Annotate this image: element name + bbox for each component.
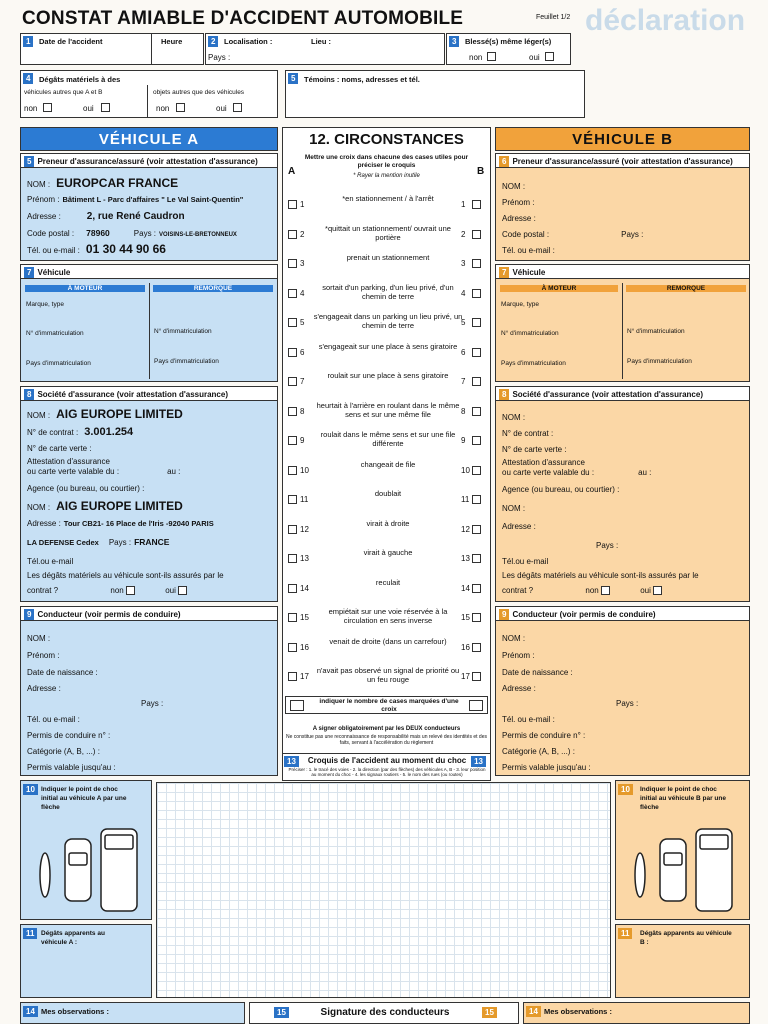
circ-a-checkbox[interactable] xyxy=(288,436,297,445)
circ-item xyxy=(283,517,490,547)
blesses-label: Blessé(s) même léger(s) xyxy=(465,37,552,46)
circ-b-checkbox[interactable] xyxy=(472,613,481,622)
circ-nombre-row: indiquer le nombre de cases marquées d'une croix xyxy=(285,696,488,714)
localisation-label: Localisation : xyxy=(224,37,273,46)
circ-text: empiétait sur une voie réservée à la circulation en sens inverse xyxy=(328,607,448,626)
circ-b-number: 17 xyxy=(461,672,470,682)
circ-b-checkbox[interactable] xyxy=(472,230,481,239)
vehicule-a-nom: EUROPCAR FRANCE xyxy=(56,176,179,190)
circ-item xyxy=(283,458,490,488)
circ-item xyxy=(283,369,490,399)
vehicule-b-choc[interactable]: 10 Indiquer le point de choc initial au véhicule B par une flèche xyxy=(615,780,750,920)
circ-text: *en stationnement / à l'arrêt xyxy=(342,194,434,203)
circ-text: *quittait un stationnement/ ouvrait une portière xyxy=(325,223,451,242)
circ-a-number: 14 xyxy=(300,583,309,593)
degats-box: 4 Dégâts matériels à des véhicules autres que A et B objets autres que des véhicules non oui non oui xyxy=(20,70,278,118)
circ-b-number: 9 xyxy=(461,436,466,446)
feuillet-label: Feuillet 1/2 xyxy=(536,14,571,21)
circ-item xyxy=(283,192,490,222)
vehicule-a-choc[interactable]: 10 Indiquer le point de choc initial au véhicule A par une flèche xyxy=(20,780,152,920)
circ-b-number: 11 xyxy=(461,495,470,505)
croquis-header: 13 13 Croquis de l'accident au moment du choc Préciser : 1. le tracé des voies - 2. la direction (par des flèches) des véhicules A, B - 3. leur position au moment du choc - 4. les signaux routiers - 5. le nom des rues (ou routes) xyxy=(282,753,491,781)
vehicule-a-preneur[interactable]: 5 Preneur d'assurance/assuré (voir attestation d'assurance) NOM : EUROPCAR FRANCE Prénom : Bâtiment L - Parc d'affaires " Le Val Saint-Quentin" Adresse : 2, rue René Caudron Code postal : 78960 Pays : VOISINS-LE-BRETONNEUX Tél. ou e-mail : 01 30 44 90 66 xyxy=(20,153,278,261)
circ-text: changeait de file xyxy=(360,459,416,469)
vehicule-a-tel: 01 30 44 90 66 xyxy=(85,242,166,256)
circ-a-checkbox[interactable] xyxy=(288,259,297,268)
circ-nombre-a-box[interactable] xyxy=(290,700,304,711)
circ-a-checkbox[interactable] xyxy=(288,613,297,622)
vehicule-a-pays: VOISINS-LE-BRETONNEUX xyxy=(159,232,237,238)
circ-a-checkbox[interactable] xyxy=(288,348,297,357)
temoins-label: Témoins : noms, adresses et tél. xyxy=(304,75,420,84)
vehicule-a-degats[interactable]: 11 Dégâts apparents au véhicule A : xyxy=(20,924,152,998)
form-title: CONSTAT AMIABLE D'ACCIDENT AUTOMOBILE xyxy=(22,8,464,29)
circ-b-number: 12 xyxy=(461,524,470,534)
vehicule-a-assure-oui-checkbox[interactable] xyxy=(178,586,187,595)
circ-col-b: B xyxy=(477,166,485,177)
vehicule-a-adresse: 2, rue René Caudron xyxy=(86,211,185,222)
circ-a-checkbox[interactable] xyxy=(288,525,297,534)
circ-a-checkbox[interactable] xyxy=(288,200,297,209)
circ-b-number: 8 xyxy=(461,406,466,416)
circ-b-checkbox[interactable] xyxy=(472,289,481,298)
circonstances-title: 12. CIRCONSTANCES xyxy=(309,131,464,148)
circ-a-checkbox[interactable] xyxy=(288,466,297,475)
circ-a-number: 5 xyxy=(300,318,305,328)
circ-item xyxy=(283,576,490,606)
circ-text: prenait un stationnement xyxy=(346,253,430,263)
circ-text: reculait xyxy=(375,577,401,587)
vehicule-b-observations[interactable]: 14 Mes observations : xyxy=(523,1002,750,1024)
vehicule-b-title: VÉHICULE B xyxy=(495,127,750,151)
circ-text: venait de droite (dans un carrefour) xyxy=(329,636,447,646)
vehicule-a-prenom: Bâtiment L - Parc d'affaires " Le Val Saint-Quentin" xyxy=(62,195,244,204)
circ-col-a: A xyxy=(288,166,296,177)
circ-item xyxy=(283,222,490,252)
circ-item xyxy=(283,340,490,370)
vehicule-b-preneur[interactable]: 6 Preneur d'assurance/assuré (voir attestation d'assurance) NOM : Prénom : Adresse : Code postal : Pays : Tél. ou e-mail : xyxy=(495,153,750,261)
circ-item xyxy=(283,546,490,576)
pays-label: Pays : xyxy=(208,53,231,62)
degats-b-oui-checkbox[interactable] xyxy=(233,103,242,112)
circ-nombre-b-box[interactable] xyxy=(469,700,483,711)
circ-a-checkbox[interactable] xyxy=(288,584,297,593)
circ-text: n'avait pas observé un signal de priorité ou un feu rouge xyxy=(316,666,460,685)
circ-b-number: 5 xyxy=(461,318,466,328)
circ-a-number: 3 xyxy=(300,259,305,269)
circ-a-number: 12 xyxy=(300,524,309,534)
vehicule-a-agence-ville: LA DEFENSE Cedex xyxy=(27,538,99,547)
circ-b-checkbox[interactable] xyxy=(472,672,481,681)
signature-box[interactable]: 15 Signature des conducteurs 15 xyxy=(249,1002,519,1024)
vehicule-a-agence-pays: FRANCE xyxy=(134,537,170,547)
circ-text: roulait sur une place à sens giratoire xyxy=(327,371,449,381)
circ-a-number: 15 xyxy=(300,613,309,623)
circ-item xyxy=(283,664,490,694)
degats-a-oui-checkbox[interactable] xyxy=(101,103,110,112)
circ-b-checkbox[interactable] xyxy=(472,348,481,357)
circ-b-checkbox[interactable] xyxy=(472,643,481,652)
circ-a-number: 11 xyxy=(300,495,309,505)
circ-b-number: 16 xyxy=(461,642,470,652)
circ-a-number: 10 xyxy=(300,465,309,475)
vehicule-a-vehicule[interactable]: 7 Véhicule À MOTEUR REMORQUE Marque, type N° d'immatriculation N° d'immatriculation Pays d'immatriculation Pays d'immatriculation xyxy=(20,264,278,382)
blesses-non-checkbox[interactable] xyxy=(487,52,496,61)
circ-a-checkbox[interactable] xyxy=(288,554,297,563)
circ-b-number: 4 xyxy=(461,288,466,298)
circ-text: s'engageait dans un parking un lieu privé, un chemin de terre xyxy=(313,312,463,331)
circ-a-checkbox[interactable] xyxy=(288,230,297,239)
circ-b-number: 1 xyxy=(461,200,466,209)
date-label: Date de l'accident xyxy=(39,37,103,46)
localisation-box[interactable]: 2 Localisation : Lieu : Pays : xyxy=(205,33,445,65)
circ-b-number: 15 xyxy=(461,613,470,623)
circ-a-checkbox[interactable] xyxy=(288,495,297,504)
vehicule-a-agence-adresse: Tour CB21- 16 Place de l'Iris -92040 PARIS xyxy=(63,519,214,528)
vehicle-silhouettes-icon xyxy=(31,825,146,917)
ghost-declaration-text: déclaration xyxy=(585,4,746,37)
vehicule-a-observations[interactable]: 14 Mes observations : xyxy=(20,1002,245,1024)
vehicule-b-degats[interactable]: 11 Dégâts apparents au véhicule B : xyxy=(615,924,750,998)
vehicule-b-assure-non-checkbox[interactable] xyxy=(601,586,610,595)
degats-b-non-checkbox[interactable] xyxy=(176,103,185,112)
circ-b-number: 13 xyxy=(461,554,470,564)
circ-item xyxy=(283,635,490,665)
circ-a-checkbox[interactable] xyxy=(288,318,297,327)
heure-label: Heure xyxy=(161,37,183,46)
circ-b-checkbox[interactable] xyxy=(472,495,481,504)
vehicle-silhouettes-icon xyxy=(626,825,741,917)
circ-a-checkbox[interactable] xyxy=(288,289,297,298)
circ-item xyxy=(283,428,490,458)
circ-text: roulait dans le même sens et sur une file différente xyxy=(320,430,456,449)
circ-b-checkbox[interactable] xyxy=(472,407,481,416)
circ-item xyxy=(283,399,490,429)
degats-a-non-checkbox[interactable] xyxy=(43,103,52,112)
circ-a-number: 17 xyxy=(300,672,309,682)
circ-a-checkbox[interactable] xyxy=(288,407,297,416)
circ-text: virait à gauche xyxy=(363,548,413,558)
circ-text: doublait xyxy=(374,489,402,499)
degats-label: Dégâts matériels à des xyxy=(39,75,121,84)
croquis-grid[interactable] xyxy=(156,782,611,998)
circ-b-number: 3 xyxy=(461,259,466,269)
vehicule-a-contrat: 3.001.254 xyxy=(84,426,134,438)
vehicule-a-assureur: AIG EUROPE LIMITED xyxy=(56,407,183,421)
vehicule-a-agence-nom: AIG EUROPE LIMITED xyxy=(56,499,183,513)
vehicule-a-cp: 78960 xyxy=(86,228,110,238)
circ-item xyxy=(283,310,490,340)
circ-a-number: 2 xyxy=(300,229,305,239)
circ-text: virait à droite xyxy=(366,518,410,528)
vehicule-b-societe[interactable]: 8 Société d'assurance (voir attestation d'assurance) NOM : N° de contrat : N° de carte verte : Attestation d'assurance ou carte verte valable du : au : Agence (ou bureau, ou courtier) : NOM : Adresse : Pays : Tél.ou e-mail Les dégâts matériels au véhicule sont-ils assurés par le contrat ? non oui xyxy=(495,386,750,602)
circ-b-number: 7 xyxy=(461,377,466,387)
circ-item xyxy=(283,605,490,635)
vehicule-a-conducteur[interactable]: 9 Conducteur (voir permis de conduire) NOM : Prénom : Date de naissance : Adresse : Pays : Tél. ou e-mail : Permis de conduire n° : Catégorie (A, B, ...) : Permis valable jusqu'au : xyxy=(20,606,278,776)
circ-a-number: 9 xyxy=(300,436,305,446)
vehicule-a-assure-non-checkbox[interactable] xyxy=(126,586,135,595)
circ-a-number: 13 xyxy=(300,554,309,564)
circ-b-checkbox[interactable] xyxy=(472,436,481,445)
circ-b-number: 6 xyxy=(461,347,466,357)
circ-a-number: 16 xyxy=(300,642,309,652)
lieu-label: Lieu : xyxy=(311,37,331,46)
circ-b-number: 10 xyxy=(461,465,470,475)
circ-a-checkbox[interactable] xyxy=(288,643,297,652)
circ-text: heurtait à l'arrière en roulant dans le même sens et sur une même file xyxy=(316,400,460,419)
circ-a-number: 6 xyxy=(300,347,305,357)
blesses-oui-checkbox[interactable] xyxy=(545,52,554,61)
circ-b-checkbox[interactable] xyxy=(472,377,481,386)
vehicule-b-conducteur[interactable]: 9 Conducteur (voir permis de conduire) NOM : Prénom : Date de naissance : Adresse : Pays : Tél. ou e-mail : Permis de conduire n° : Catégorie (A, B, ...) : Permis valable jusqu'au : xyxy=(495,606,750,776)
circ-b-checkbox[interactable] xyxy=(472,259,481,268)
circ-item xyxy=(283,487,490,517)
circ-b-checkbox[interactable] xyxy=(472,525,481,534)
vehicule-a-societe[interactable]: 8 Société d'assurance (voir attestation d'assurance) NOM : AIG EUROPE LIMITED N° de contrat : 3.001.254 N° de carte verte : Attestation d'assurance ou carte verte valable du : au : Agence (ou bureau, ou courtier) : NOM : AIG EUROPE LIMITED Adresse : Tour CB21- 16 Place de l'Iris -92040 PARIS LA DEFENSE Cedex Pays : FRANCE Tél.ou e-mail Les dégâts matériels au véhicule sont-ils assurés par le contrat ? non oui xyxy=(20,386,278,602)
circ-item xyxy=(283,281,490,311)
circ-text: s'engageait sur une place à sens giratoire xyxy=(318,341,458,351)
circonstances-panel[interactable]: 12. CIRCONSTANCES Mettre une croix dans chacune des cases utiles pour préciser le croquis * Rayer la mention inutile A B 1 *en stationnement / à l'arrêt 1 2 *quittait un stationnement/ ouvrait une portière 2 3 prenait un stationnement 3 4 sortait d'un parking, d'un lieu privé, d'un chemin de terre 4 5 s'engageait dans un parking un lieu privé, un chemin de terre 5 6 s'engageait sur une place à sens giratoire 6 7 roulait sur une place à sens giratoire 7 8 heurtait à l'arrière en roulant dans le même sens et sur une même file 8 9 roulait dans le même sens et sur une file différente 9 10 changeait de file 10 11 doublait 11 12 virait à droite 12 13 virait à gauche 13 14 reculait 14 15 empiétait sur une voie réservée à la circulation en sens inverse 15 16 venait de droite (dans un carrefour) 16 17 n'avait pas observé un signal de priorité ou un feu rouge 17 indiquer le nombre de cases marquées d'une croix A signer obligatoirement par les DEUX conducteurs Ne constitue pas une reconnaissance de responsabilité mais un relevé des identités et des faits, servant à l'accélération du règlement xyxy=(282,127,491,767)
circ-item xyxy=(283,251,490,281)
circ-a-checkbox[interactable] xyxy=(288,377,297,386)
date-box[interactable]: 1 Date de l'accident Heure xyxy=(20,33,204,65)
circ-b-checkbox[interactable] xyxy=(472,466,481,475)
circ-b-checkbox[interactable] xyxy=(472,200,481,209)
circ-b-number: 14 xyxy=(461,583,470,593)
circ-b-number: 2 xyxy=(461,229,466,239)
circ-a-checkbox[interactable] xyxy=(288,672,297,681)
circ-b-checkbox[interactable] xyxy=(472,554,481,563)
blesses-box[interactable]: 3 Blessé(s) même léger(s) non oui xyxy=(446,33,571,65)
circ-a-number: 7 xyxy=(300,377,305,387)
circ-a-number: 4 xyxy=(300,288,305,298)
circ-a-number: 1 xyxy=(300,200,305,209)
circ-b-checkbox[interactable] xyxy=(472,318,481,327)
vehicule-b-assure-oui-checkbox[interactable] xyxy=(653,586,662,595)
vehicule-a-title: VÉHICULE A xyxy=(20,127,278,151)
circ-b-checkbox[interactable] xyxy=(472,584,481,593)
vehicule-b-vehicule[interactable]: 7 Véhicule À MOTEUR REMORQUE Marque, type N° d'immatriculation N° d'immatriculation Pays d'immatriculation Pays d'immatriculation xyxy=(495,264,750,382)
circ-text: sortait d'un parking, d'un lieu privé, d'un chemin de terre xyxy=(322,282,454,301)
temoins-box[interactable]: 5 Témoins : noms, adresses et tél. xyxy=(285,70,585,118)
circ-a-number: 8 xyxy=(300,406,305,416)
